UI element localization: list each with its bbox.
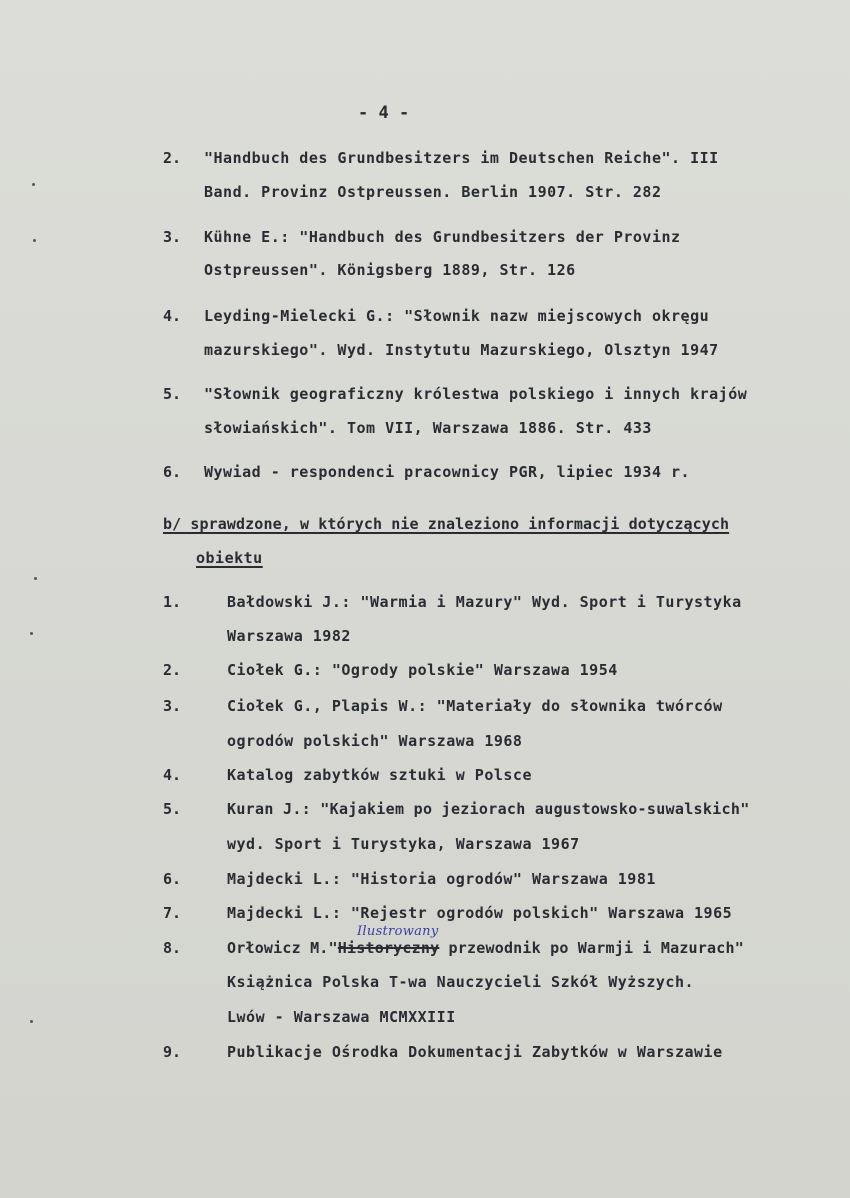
item-number: 3. (163, 697, 182, 715)
list-item-line: Leyding-Mielecki G.: "Słownik nazw miejscowych okręgu (204, 307, 710, 325)
scan-speck (34, 577, 37, 580)
item-number: 6. (163, 870, 182, 888)
section-b-heading-cont: obiektu (196, 549, 263, 567)
list-item-line: Band. Provinz Ostpreussen. Berlin 1907. Str. 282 (204, 183, 662, 201)
item-number: 8. (163, 939, 182, 957)
page-number: - 4 - (358, 103, 410, 123)
item-number: 4. (163, 766, 182, 784)
list-item-line: Kuran J.: "Kajakiem po jeziorach augustowsko-suwalskich" (227, 800, 750, 818)
list-item-line: Lwów - Warszawa MCMXXIII (227, 1008, 456, 1026)
list-item-line: Książnica Polska T-wa Nauczycieli Szkół Wyższych. (227, 973, 695, 991)
struck-word: Historyczny (337, 939, 440, 957)
list-item-line: mazurskiego". Wyd. Instytutu Mazurskiego, Olsztyn 1947 (204, 341, 719, 359)
scan-speck (30, 632, 33, 635)
item-number: 2. (163, 661, 182, 679)
list-item-line (227, 938, 744, 958)
list-item-line: Warszawa 1982 (227, 627, 351, 645)
handwritten-correction: Ilustrowany (357, 924, 439, 939)
list-item-line: wyd. Sport i Turystyka, Warszawa 1967 (227, 835, 580, 853)
list-item-line: ogrodów polskich" Warszawa 1968 (227, 732, 523, 750)
list-item-line: "Słownik geograficzny królestwa polskiego i innych krajów (204, 385, 748, 403)
item-number: 1. (163, 593, 182, 611)
list-item-line: "Handbuch des Grundbesitzers im Deutschen Reiche". III (204, 149, 719, 167)
item8-title-rest: przewodnik po Warmji i Mazurach" (439, 939, 744, 957)
list-item-line: Publikacje Ośrodka Dokumentacji Zabytków w Warszawie (227, 1043, 723, 1061)
list-item-line: Majdecki L.: "Rejestr ogrodów polskich" Warszawa 1965 (227, 904, 733, 922)
item8-author: Orłowicz M." (227, 939, 338, 957)
list-item-line: Kühne E.: "Handbuch des Grundbesitzers der Provinz (204, 228, 681, 246)
list-item-line: słowiańskich". Tom VII, Warszawa 1886. Str. 433 (204, 419, 652, 437)
scan-speck (32, 183, 35, 186)
item-number: 3. (163, 228, 182, 246)
item-number: 5. (163, 385, 182, 403)
item-number: 5. (163, 800, 182, 818)
scan-speck (33, 239, 36, 242)
list-item-line: Wywiad - respondenci pracownicy PGR, lipiec 1934 r. (204, 463, 691, 481)
list-item-line: Ciołek G.: "Ogrody polskie" Warszawa 1954 (227, 661, 618, 679)
item-number: 2. (163, 149, 182, 167)
list-item-line: Katalog zabytków sztuki w Polsce (227, 766, 532, 784)
scan-speck (30, 1020, 33, 1023)
item-number: 7. (163, 904, 182, 922)
list-item-line: Ostpreussen". Königsberg 1889, Str. 126 (204, 261, 576, 279)
item-number: 6. (163, 463, 182, 481)
section-b-heading: b/ sprawdzone, w których nie znaleziono informacji dotyczących (163, 515, 730, 533)
item-number: 4. (163, 307, 182, 325)
item-number: 9. (163, 1043, 182, 1061)
list-item-line: Ciołek G., Plapis W.: "Materiały do słownika twórców (227, 697, 723, 715)
list-item-line: Majdecki L.: "Historia ogrodów" Warszawa 1981 (227, 870, 656, 888)
list-item-line: Bałdowski J.: "Warmia i Mazury" Wyd. Sport i Turystyka (227, 593, 742, 611)
